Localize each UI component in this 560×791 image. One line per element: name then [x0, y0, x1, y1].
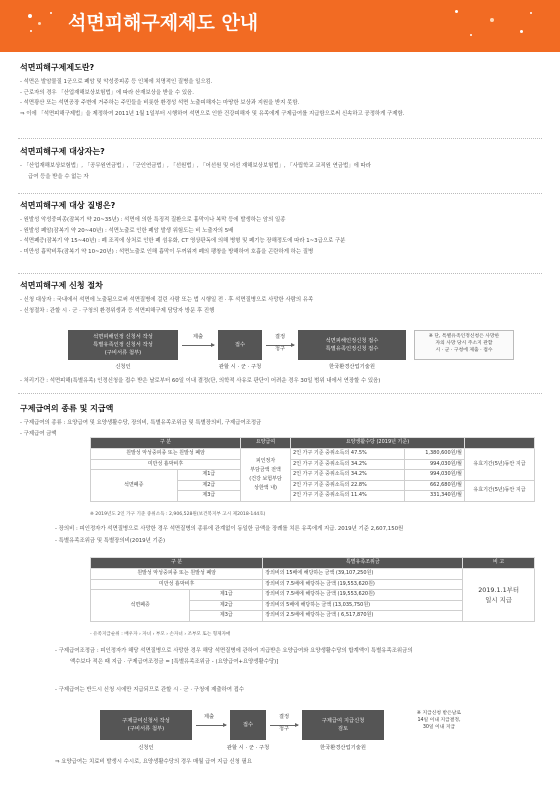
note-line: 30일 이내 지급	[422, 725, 456, 730]
flow-note	[414, 330, 514, 360]
table-cell: 2인 가구 기준 중위소득의 34.2%	[291, 459, 405, 470]
section-target	[20, 146, 540, 182]
table-cell: 제3급	[177, 491, 241, 502]
section-diseases	[20, 200, 540, 257]
section-title: 석면피해구제 대상 질병은?	[20, 201, 116, 210]
text-line: - 구제급여는 반드시 신청 시에만 지급되므로 관할 시 · 군 · 구청에 제출하여 접수	[55, 687, 245, 693]
decor-dot	[50, 12, 52, 14]
table-header: 요양생활수당 (2019년 기준)	[291, 438, 465, 449]
note-line: 자의 사망 당시 주소지 관할	[435, 341, 493, 346]
table-footnote: ※ 2019년도 2인 가구 기준 중위소득 : 2,906,528원(보건복지부 고시 제2018-144호)	[90, 512, 266, 517]
table-cell: 662,680원/월	[404, 480, 464, 491]
table-header	[465, 438, 535, 449]
text-line: - 구제급여조정금 : 피인정자가 해당 석면질병으로 사망한 경우 해당 석면질병에 관하여 지급받은 요양급여와 요양생활수당의 합계액이 특별유족조위금의	[55, 648, 413, 654]
text-line: - 신청절차 : 관할 시 · 군 · 구청의 환경위생과 등 석면피해구제 담당자 방문 후 진행	[20, 307, 215, 314]
flow-box-review	[302, 710, 384, 740]
text-line: - 구제급여의 종류 : 요양급여 및 요양생활수당, 장의비, 특별유족조위금 및 특별장의비, 구제급여조정금	[20, 420, 262, 426]
table-cell: 331,340원/월	[404, 491, 464, 502]
table-cell: 제3급	[190, 611, 263, 622]
section-procedure	[20, 280, 540, 316]
table-header: 구 분	[91, 438, 241, 449]
text-line: - 장의비 : 피인정자가 석면질병으로 사망한 경우 석면질병의 종류에 관계없이 동일한 금액을 장례를 치른 유족에게 지급. 2019년 기준 2,607,150원	[55, 526, 404, 532]
box-line: 석면피해인정신청 접수	[325, 338, 379, 344]
table-cell: 2인 가구 기준 중위소득의 22.8%	[291, 480, 405, 491]
box-line: 특별유족인정 신청서 작성	[93, 342, 153, 348]
note-line: ※ 지급신청 받은날로	[416, 711, 462, 716]
header-banner	[0, 0, 560, 52]
flow-caption: 한국환경산업기술원	[328, 364, 376, 370]
table-cell: 제2급	[177, 480, 241, 491]
table-cell: 994,030원/월	[404, 459, 464, 470]
decor-dot	[530, 12, 532, 14]
flow-caption: 신청인	[138, 745, 154, 751]
table-cell: 2인 가구 기준 중위소득의 11.4%	[291, 491, 405, 502]
table-cell: 2인 가구 기준 중위소득의 47.5%	[291, 449, 405, 460]
table-cell: 원발성 악성중피종 또는 원발성 폐암	[91, 449, 241, 460]
cell-line: 상한액 내)	[254, 484, 277, 491]
table-cell: 장의비의 5배에 해당하는 금액 (13,035,750원)	[263, 600, 463, 611]
divider	[18, 273, 542, 274]
decor-dot	[30, 30, 32, 32]
box-line: (구비서류 첨부)	[127, 726, 165, 732]
box-line: (구비서류 첨부)	[104, 350, 142, 356]
note-line: 시 · 군 · 구청에 제출 · 접수	[435, 348, 493, 353]
text-line: - 석면광산 또는 석면공장 주변에 거주하는 주민들을 비롯한 환경성 석면 노출피해자는 마땅한 보상과 지원을 받지 못함.	[20, 100, 300, 106]
text-line: - 처리기간 : 석면피해(특별유족) 인정신청을 접수 받은 날로부터 60일 이내 결정(단, 의학적 사유로 판단이 어려운 경우 30일 범위 내에서 연장할 수 있음)	[20, 378, 381, 384]
arrow-label: 결정	[278, 714, 290, 720]
page-title: 석면피해구제제도 안내	[68, 12, 259, 34]
special-table	[90, 557, 535, 622]
section-title: 석면피해구제제도란?	[20, 63, 95, 72]
table-cell: 장의비의 7.5배에 해당하는 금액 (19,553,620원)	[263, 579, 463, 590]
decor-dot	[490, 18, 494, 22]
text-line: - 근로자의 경우 「산업재해보상보험법」에 따라 산재보상을 받을 수 있음.	[20, 89, 194, 96]
table-cell: 석면폐증	[91, 590, 190, 622]
table-cell	[463, 569, 535, 622]
text-line: - 석면은 발암물질 1군으로 폐암 및 악성중피종 등 인체에 치명적인 질병을 일으킴.	[20, 79, 213, 85]
box-line: 검토	[337, 726, 349, 732]
cell-line: 일시 지급	[485, 595, 512, 604]
decor-dot	[520, 30, 523, 33]
section-benefits	[20, 403, 540, 439]
table-cell: 석면폐증	[91, 470, 178, 502]
note-line: 14일 이내 지급결정,	[417, 718, 461, 723]
table-header: 요양급여	[241, 438, 291, 449]
arrow-label: 제출	[203, 714, 215, 720]
table-cell: 장의비의 7.5배에 해당하는 금액 (19,553,620원)	[263, 590, 463, 601]
arrow-label: 결정	[274, 334, 286, 340]
section-title: 석면피해구제 신청 절차	[20, 281, 103, 290]
flow-arrow	[182, 345, 214, 346]
table-footnote: - 유족지급순위 : 배우자 › 자녀 › 부모 › 손자녀 › 조부모 또는 형제자매	[90, 632, 231, 637]
table-cell: 유효기간(5년)동안 지급	[465, 449, 535, 481]
box-line: 석면피해인정 신청서 작성	[93, 334, 153, 340]
table-cell: 미만성 흉막비후	[91, 459, 241, 470]
arrow-label: 청구	[278, 726, 290, 732]
box-line: 구제급여 지급신청	[321, 718, 365, 724]
flow-arrow	[196, 725, 226, 726]
arrow-label: 청구	[274, 346, 286, 352]
flow-box-receipt: 접수	[230, 710, 266, 740]
divider	[18, 138, 542, 139]
table-cell: 제1급	[177, 470, 241, 481]
flow-caption: 관할 시 · 군 · 구청	[218, 364, 262, 370]
table-header: 특별유족조위금	[263, 558, 463, 569]
table-cell: 1,380,600원/월	[404, 449, 464, 460]
table-header: 비 고	[463, 558, 535, 569]
table-header-row	[91, 438, 535, 449]
flow-caption: 신청인	[115, 364, 131, 370]
text-line: - 미만성 흉막비후(잠복기 약 10~20년) : 석면노출로 인해 흉막이 두꺼워져 폐의 팽창을 방해하여 호흡을 곤란하게 하는 질병	[20, 248, 314, 255]
divider	[18, 393, 542, 394]
table-cell: 994,030원/월	[404, 470, 464, 481]
text-line: ⇒ 요양급여는 치료비 발생시 수시로, 요양생활수당의 경우 매월 급여 지급 신청 필요	[55, 759, 252, 765]
box-line: 특별유족인정신청 접수	[325, 346, 379, 352]
table-cell: 유효기간(5년)동안 지급	[465, 480, 535, 501]
decor-dot	[470, 34, 472, 36]
text-line: - 구제급여 금액	[20, 430, 57, 437]
flow-note	[400, 708, 478, 742]
text-line: - 석면폐증(잠복기 약 15~40년) : 폐 조직에 상처로 인한 폐 섬유화, CT 영상판독에 의해 병형 및 폐기능 장해정도에 따라 1~3급으로 구분	[20, 238, 346, 244]
flow-box-review	[298, 330, 406, 360]
table-cell: 제2급	[190, 600, 263, 611]
text-line: ⇒ 이에 「석면피해구제법」을 제정하여 2011년 1월 1일부터 시행하여 석면으로 인한 건강피해자 및 유족에게 구제급여를 지급함으로써 신속하고 공정하게 구제함.	[20, 110, 405, 117]
cell-line: 2019.1.1부터	[478, 585, 520, 594]
table-row	[91, 569, 535, 580]
table-cell	[241, 449, 291, 502]
table-cell: 장의비의 15배에 해당하는 금액 (39,107,250원)	[263, 569, 463, 580]
text-line: - 원발성 폐암(잠복기 약 20~40년) : 석면노출로 인한 폐암 발생 위험도는 비 노출자의 5배	[20, 227, 234, 234]
text-line: - 원발성 악성중피종(잠복기 약 20~35년) : 석면에 의한 특징적 질환으로 흉막이나 복막 등에 발생하는 암의 일종	[20, 217, 286, 223]
table-cell: 2인 가구 기준 중위소득의 34.2%	[291, 470, 405, 481]
decor-dot	[28, 14, 32, 18]
section-intro	[20, 62, 540, 119]
text-line: 액수보다 적은 때 지급 · 구제급여조정금 = [특별유족조위금 - (요양급여+요양생활수당)]	[70, 659, 279, 665]
text-line: 급여 등을 받을 수 없는 자	[28, 173, 89, 180]
flow-box-receipt: 접수	[218, 330, 262, 360]
table-header-row	[91, 558, 535, 569]
flow-box-application	[68, 330, 178, 360]
table-row	[91, 449, 535, 460]
flow-caption: 관할 시 · 군 · 구청	[226, 745, 270, 751]
table-cell: 미만성 흉막비후	[91, 579, 263, 590]
note-line: ※ 단, 특별유족인정신청은 사망한	[428, 334, 500, 339]
flow-box-application	[100, 710, 192, 740]
decor-dot	[38, 22, 41, 25]
cell-line: 피인정자	[255, 457, 276, 464]
section-title: 구제급여의 종류 및 지급액	[20, 404, 114, 413]
text-line: - 신청 대상자 : 국내에서 석면에 노출됨으로써 석면질병에 걸린 사람 또는 법 시행일 전 · 후 석면질병으로 사망한 사람의 유족	[20, 297, 314, 303]
cell-line: 부담금액 전액	[250, 466, 281, 473]
arrow-label: 제출	[192, 334, 204, 340]
table-header: 구 분	[91, 558, 263, 569]
flow-caption: 한국환경산업기술원	[319, 745, 367, 751]
text-line: - 특별유족조위금 및 특별장의비(2019년 기준)	[55, 538, 166, 544]
table-cell: 장의비의 2.5배에 해당하는 금액 ( 6,517,870원)	[263, 611, 463, 622]
table-cell: 원발성 악성중피종 또는 원발성 폐암	[91, 569, 263, 580]
section-title: 석면피해구제 대상자는?	[20, 147, 105, 156]
decor-dot	[455, 10, 458, 13]
cell-line: (건강 보험부담	[249, 475, 282, 482]
table-cell: 제1급	[190, 590, 263, 601]
benefit-table	[90, 437, 535, 502]
divider	[18, 193, 542, 194]
box-line: 구제급여신청서 작성	[122, 718, 170, 724]
text-line: - 「산업재해보상보험법」, 「공무원연금법」, 「군인연금법」, 「선원법」, 「어선원 및 어선 재해보상보험법」, 「사립학교 교직원 연금법」에 따라	[20, 163, 371, 169]
